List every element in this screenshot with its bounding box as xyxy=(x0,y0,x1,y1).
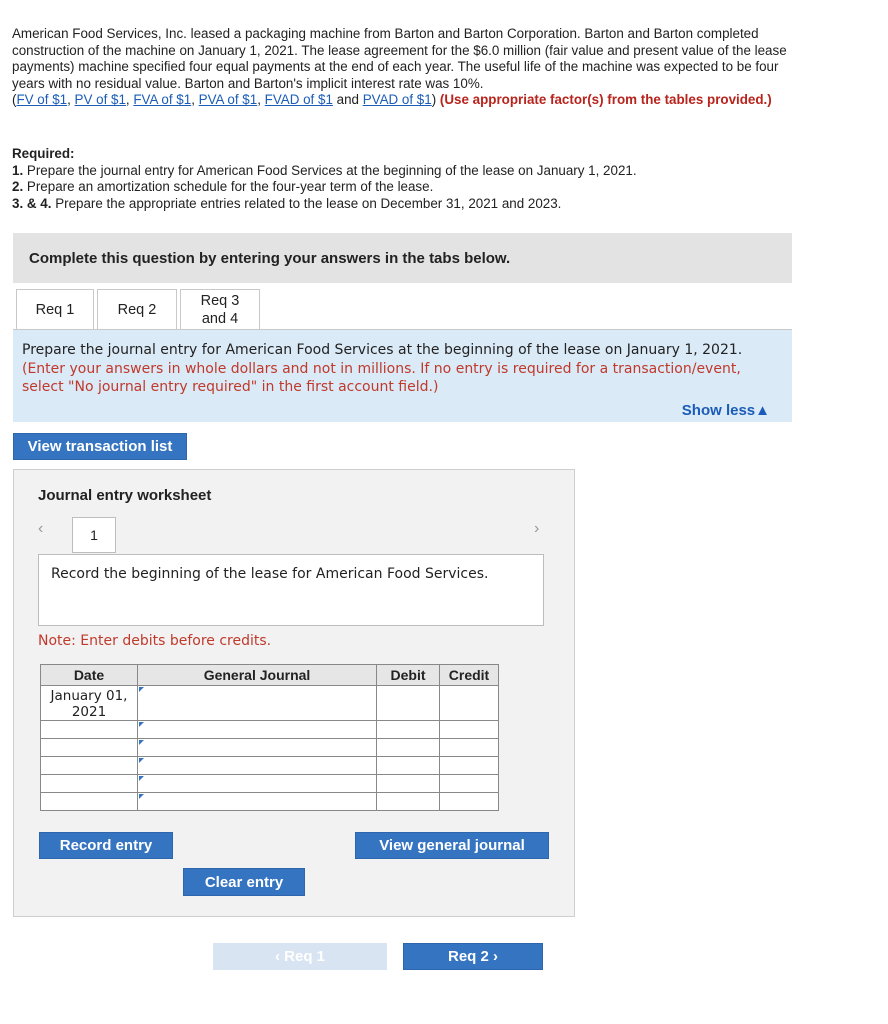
col-general-journal: General Journal xyxy=(138,665,377,686)
tab-req-2[interactable]: Req 2 xyxy=(97,289,177,330)
date-cell: January 01, 2021 xyxy=(41,686,138,721)
chevron-left-icon[interactable]: ‹ xyxy=(38,520,44,537)
table-row xyxy=(41,739,499,757)
account-input[interactable] xyxy=(138,775,377,793)
account-input[interactable] xyxy=(138,793,377,811)
account-input[interactable] xyxy=(138,686,377,721)
debit-credit-note: Note: Enter debits before credits. xyxy=(38,633,272,649)
col-debit: Debit xyxy=(377,665,440,686)
link-fv[interactable]: FV of $1 xyxy=(16,92,68,108)
table-row xyxy=(41,793,499,811)
entry-description: Record the beginning of the lease for American Food Services. xyxy=(38,554,544,626)
tabs-banner: Complete this question by entering your answers in the tabs below. xyxy=(13,233,792,283)
credit-input[interactable] xyxy=(440,793,499,811)
and-word: and xyxy=(336,92,359,108)
tab-req-1[interactable]: Req 1 xyxy=(16,289,94,330)
debit-input[interactable] xyxy=(377,775,440,793)
date-cell[interactable] xyxy=(41,739,138,757)
credit-input[interactable] xyxy=(440,739,499,757)
credit-input[interactable] xyxy=(440,757,499,775)
tab-req-3-and-4[interactable] xyxy=(180,289,260,330)
use-factor-note: (Use appropriate factor(s) from the tables provided.) xyxy=(439,92,772,108)
record-entry-button[interactable]: Record entry xyxy=(39,832,173,859)
instruction-red: (Enter your answers in whole dollars and not in millions. If no entry is required for a transaction/event, select "No journal entry required" in the first account field.) xyxy=(22,360,741,395)
link-pvad[interactable]: PVAD of $1 xyxy=(362,92,432,108)
view-transaction-list-button[interactable]: View transaction list xyxy=(13,433,187,460)
debit-input[interactable] xyxy=(377,739,440,757)
req-num-2: 2. xyxy=(12,179,24,195)
table-row xyxy=(41,686,499,721)
col-date: Date xyxy=(41,665,138,686)
date-cell[interactable] xyxy=(41,775,138,793)
req-num-3: 3. & 4. xyxy=(12,195,52,211)
show-less-link[interactable]: Show less▲ xyxy=(681,401,770,419)
link-fva[interactable]: FVA of $1 xyxy=(133,92,192,108)
date-cell[interactable] xyxy=(41,793,138,811)
account-input[interactable] xyxy=(138,757,377,775)
journal-table xyxy=(40,664,499,811)
debit-input[interactable] xyxy=(377,793,440,811)
credit-input[interactable] xyxy=(440,775,499,793)
page-number[interactable]: 1 xyxy=(72,517,116,553)
worksheet-title: Journal entry worksheet xyxy=(38,487,212,504)
chevron-right-icon[interactable]: › xyxy=(534,520,540,537)
req-text-1: Prepare the journal entry for American Food Services at the beginning of the lease on January 1, 2021. xyxy=(26,162,637,178)
credit-input[interactable] xyxy=(440,721,499,739)
req-num-1: 1. xyxy=(12,162,24,178)
link-fvad[interactable]: FVAD of $1 xyxy=(264,92,333,108)
table-row xyxy=(41,721,499,739)
table-row xyxy=(41,775,499,793)
next-req-button[interactable]: Req 2 › xyxy=(403,943,543,970)
problem-text: American Food Services, Inc. leased a packaging machine from Barton and Barton Corporation. Barton and Barton completed construction of the machine on January 1, 2021. The lease agreement for the $6.0 million (fair value and present value of the lease payments) machine specified four equal payments at the end of each year. The useful life of the machine was expected to be four years with no residual value. Barton and Barton's implicit interest rate was 10%. xyxy=(12,26,787,91)
date-cell[interactable] xyxy=(41,757,138,775)
prev-req-button[interactable]: ‹ Req 1 xyxy=(213,943,387,970)
instruction-text: Prepare the journal entry for American Food Services at the beginning of the lease on January 1, 2021. xyxy=(22,342,743,358)
date-cell[interactable] xyxy=(41,721,138,739)
req-text-2: Prepare an amortization schedule for the four-year term of the lease. xyxy=(26,179,434,195)
link-pv[interactable]: PV of $1 xyxy=(74,92,126,108)
col-credit: Credit xyxy=(440,665,499,686)
req-text-3: Prepare the appropriate entries related to the lease on December 31, 2021 and 2023. xyxy=(55,195,562,211)
required-section xyxy=(12,146,802,212)
clear-entry-button[interactable]: Clear entry xyxy=(183,868,305,896)
debit-input[interactable] xyxy=(377,757,440,775)
req-tabs xyxy=(16,289,263,330)
credit-input[interactable] xyxy=(440,686,499,721)
view-general-journal-button[interactable]: View general journal xyxy=(355,832,549,859)
link-pva[interactable]: PVA of $1 xyxy=(198,92,258,108)
account-input[interactable] xyxy=(138,739,377,757)
problem-statement: American Food Services, Inc. leased a packaging machine from Barton and Barton Corporation. Barton and Barton completed construction of the machine on January 1, 2021. The lease agreement for the $6.0 million (fair value and present value of the lease payments) machine specified four equal payments at the end of each year. The useful life of the machine was expected to be four years with no residual value. Barton and Barton's implicit interest rate was 10%. (FV of $1, PV of $1, FVA of $1, PVA of $1, FVAD of $1 and PVAD of $1) (Use appropriate factor(s) from the tables provided.) xyxy=(12,26,787,108)
table-row xyxy=(41,757,499,775)
instruction-panel xyxy=(13,330,792,422)
debit-input[interactable] xyxy=(377,686,440,721)
required-heading: Required: xyxy=(12,146,75,161)
tab-req-3-label: Req 3 and 4 xyxy=(200,293,240,327)
debit-input[interactable] xyxy=(377,721,440,739)
account-input[interactable] xyxy=(138,721,377,739)
